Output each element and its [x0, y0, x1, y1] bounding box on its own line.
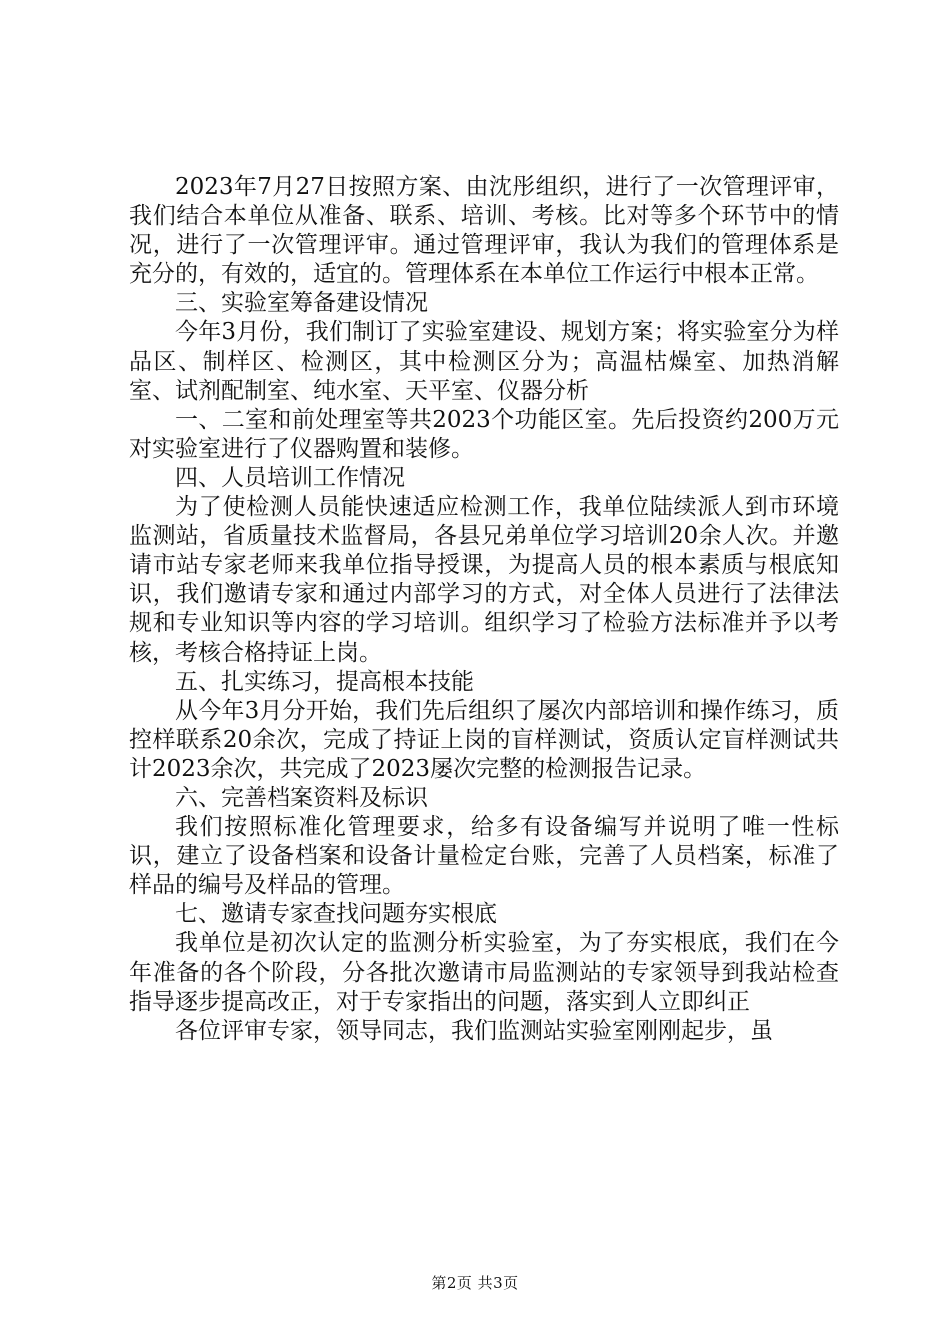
- page-indicator: 第2页 共3页: [431, 1274, 519, 1292]
- paragraph-closing: 各位评审专家，领导同志，我们监测站实验室刚刚起步，虽: [175, 1017, 773, 1044]
- heading-expert-review: 七、邀请专家查找问题夯实根底: [175, 901, 497, 928]
- paragraph-management-review: 2023年7月27日按照方案、由沈彤组织，进行了一次管理评审，我们结合本单位从准备、联系、培训、考核。比对等多个环节中的情况，进行了一次管理评审。通过管理评审，我认为我们的管理体系是充分的，有效的，适宜的。管理体系在本单位工作运行中根本正常。: [129, 174, 839, 288]
- document-body: [129, 173, 839, 1046]
- paragraph-archives: 我们按照标准化管理要求，给多有设备编写并说明了唯一性标识，建立了设备档案和设备计量检定台账，完善了人员档案，标准了样品的编号及样品的管理。: [129, 814, 839, 899]
- paragraph-practice-skills: 从今年3月分开始，我们先后组织了屡次内部培训和操作练习，质控样联系20余次，完成了持证上岗的盲样测试，资质认定盲样测试共计2023余次，共完成了2023屡次完整的检测报告记录。: [129, 697, 839, 782]
- heading-staff-training: 四、人员培训工作情况: [175, 464, 405, 491]
- paragraph-expert-review: 我单位是初次认定的监测分析实验室，为了夯实根底，我们在今年准备的各个阶段，分各批次邀请市局监测站的专家领导到我站检查指导逐步提高改正，对于专家指出的问题，落实到人立即纠正: [129, 930, 839, 1015]
- paragraph-lab-plan: 今年3月份，我们制订了实验室建设、规划方案；将实验室分为样品区、制样区、检测区，其中检测区分为；高温枯燥室、加热消解室、试剂配制室、纯水室、天平室、仪器分析: [129, 319, 839, 404]
- heading-lab-construction: 三、实验室筹备建设情况: [175, 290, 428, 317]
- heading-archives: 六、完善档案资料及标识: [175, 784, 428, 811]
- heading-practice-skills: 五、扎实练习，提高根本技能: [175, 668, 474, 695]
- paragraph-lab-investment: 一、二室和前处理室等共2023个功能区室。先后投资约200万元对实验室进行了仪器购置和装修。: [129, 406, 839, 462]
- page-footer: [0, 1272, 950, 1293]
- paragraph-staff-training: 为了使检测人员能快速适应检测工作，我单位陆续派人到市环境监测站，省质量技术监督局，各县兄弟单位学习培训20余人次。并邀请市站专家老师来我单位指导授课，为提高人员的根本素质与根底知识，我们邀请专家和通过内部学习的方式，对全体人员进行了法律法规和专业知识等内容的学习培训。组织学习了检验方法标准并予以考核，考核合格持证上岗。: [129, 494, 839, 666]
